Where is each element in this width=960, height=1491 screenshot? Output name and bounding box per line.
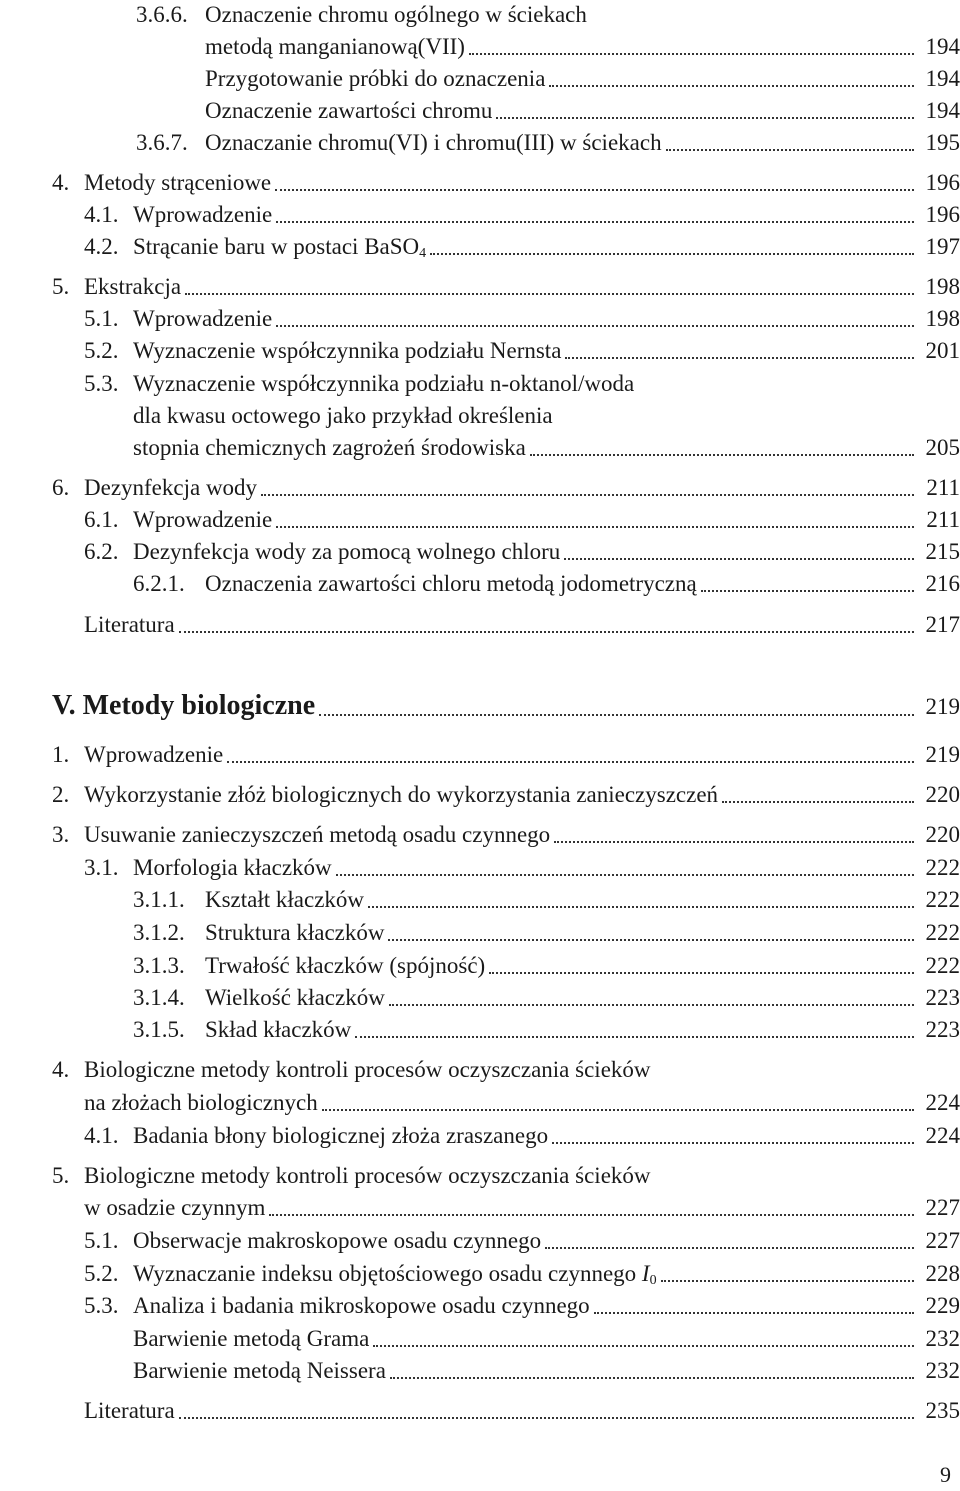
- toc-entry: [0, 780, 960, 810]
- toc-entry: [0, 505, 960, 535]
- entry-number: 6.2.1.: [133, 571, 185, 596]
- dot-leader: [275, 189, 914, 191]
- toc-entry: [0, 1396, 960, 1426]
- entry-title: metodą manganianową(VII): [205, 34, 465, 59]
- entry-number: 4.: [52, 1057, 70, 1082]
- toc-entry: [0, 569, 960, 599]
- entry-number: 3.6.6.: [136, 2, 188, 27]
- toc-entry: [0, 473, 960, 503]
- entry-title: Wyznaczenie współczynnika podziału Nernsta: [133, 338, 562, 363]
- entry-title: Morfologia kłaczków: [133, 855, 332, 880]
- entry-number: 3.1.1.: [133, 887, 185, 912]
- entry-page: 201: [925, 338, 960, 363]
- toc-entry: [0, 336, 960, 366]
- entry-title: Strącanie baru w postaci BaSO: [133, 234, 420, 259]
- entry-page: 232: [925, 1358, 960, 1383]
- entry-title: Analiza i badania mikroskopowe osadu czynnego: [133, 1293, 590, 1318]
- dot-leader: [552, 1142, 914, 1144]
- entry-page: 228: [925, 1261, 960, 1286]
- toc-entry: [0, 200, 960, 230]
- entry-page: 232: [925, 1326, 960, 1351]
- dot-leader: [661, 1280, 914, 1282]
- dot-leader: [530, 454, 914, 456]
- entry-page: 223: [925, 1017, 960, 1042]
- toc-entry: [0, 1291, 960, 1321]
- dot-leader: [390, 1377, 914, 1379]
- toc-entry: [0, 0, 960, 30]
- page-number: 9: [940, 1462, 951, 1487]
- entry-title: Metody strąceniowe: [84, 170, 272, 195]
- entry-title: Literatura: [84, 612, 175, 637]
- entry-title: Przygotowanie próbki do oznaczenia: [205, 66, 546, 91]
- toc-entry: [0, 272, 960, 302]
- dot-leader: [336, 874, 914, 876]
- entry-page: 224: [925, 1090, 960, 1115]
- dot-leader: [227, 761, 914, 763]
- entry-number: 3.: [52, 822, 70, 847]
- dot-leader: [276, 325, 914, 327]
- subscript: 4: [419, 246, 427, 261]
- toc-entry: [0, 232, 960, 262]
- dot-leader: [666, 149, 914, 151]
- entry-number: 5.2.: [84, 338, 119, 363]
- entry-number: 5.3.: [84, 1293, 119, 1318]
- toc-entry: [0, 951, 960, 981]
- entry-number: 5.: [52, 1163, 70, 1188]
- entry-page: 198: [925, 274, 960, 299]
- dot-leader: [469, 53, 914, 55]
- entry-number: 5.1.: [84, 306, 119, 331]
- dot-leader: [564, 558, 914, 560]
- dot-leader: [388, 939, 914, 941]
- toc-entry: [0, 168, 960, 198]
- toc-entry: [0, 1324, 960, 1354]
- dot-leader: [319, 714, 914, 716]
- entry-title: Barwienie metodą Neissera: [133, 1358, 386, 1383]
- entry-page: 227: [925, 1195, 960, 1220]
- toc-entry: [0, 537, 960, 567]
- dot-leader: [276, 221, 914, 223]
- dot-leader: [594, 1312, 914, 1314]
- dot-leader: [489, 972, 914, 974]
- toc-entry: [0, 1226, 960, 1256]
- entry-page: 219: [925, 694, 960, 719]
- entry-page: 194: [925, 98, 960, 123]
- toc-entry: [0, 433, 960, 463]
- entry-page: 194: [925, 66, 960, 91]
- dot-leader: [554, 841, 914, 843]
- entry-page: 198: [925, 306, 960, 331]
- dot-leader: [496, 117, 914, 119]
- toc-entry: [0, 918, 960, 948]
- entry-number: 6.1.: [84, 507, 119, 532]
- entry-title: stopnia chemicznych zagrożeń środowiska: [133, 435, 526, 460]
- entry-number: 4.: [52, 170, 70, 195]
- entry-title: Skład kłaczków: [205, 1017, 352, 1042]
- entry-title: Wprowadzenie: [133, 202, 273, 227]
- entry-number: 5.: [52, 274, 70, 299]
- entry-number: 6.: [52, 475, 70, 500]
- entry-page: 211: [926, 475, 960, 500]
- entry-page: 216: [925, 571, 960, 596]
- entry-page: 235: [925, 1398, 960, 1423]
- entry-title: Barwienie metodą Grama: [133, 1326, 370, 1351]
- dot-leader: [368, 906, 914, 908]
- entry-title: dla kwasu octowego jako przykład określenia: [133, 403, 553, 428]
- dot-leader: [261, 494, 914, 496]
- toc-entry: [0, 610, 960, 640]
- subscript: 0: [649, 1273, 657, 1288]
- entry-title: Literatura: [84, 1398, 175, 1423]
- dot-leader: [185, 293, 914, 295]
- chapter-number: V.: [52, 690, 76, 721]
- toc-entry: [0, 1121, 960, 1151]
- toc-entry: [0, 304, 960, 334]
- chapter-heading: [0, 689, 960, 723]
- dot-leader: [373, 1345, 914, 1347]
- dot-leader: [701, 590, 914, 592]
- dot-leader: [269, 1214, 914, 1216]
- entry-title: Usuwanie zanieczyszczeń metodą osadu czynnego: [84, 822, 551, 847]
- entry-number: 3.1.2.: [133, 920, 185, 945]
- entry-number: 3.1.3.: [133, 953, 185, 978]
- dot-leader: [430, 253, 914, 255]
- toc-entry: [0, 96, 960, 126]
- entry-number: 6.2.: [84, 539, 119, 564]
- entry-number: 5.2.: [84, 1261, 119, 1286]
- entry-number: 4.2.: [84, 234, 119, 259]
- entry-page: 195: [925, 130, 960, 155]
- entry-title: Wprowadzenie: [84, 742, 224, 767]
- entry-number: 4.1.: [84, 1123, 119, 1148]
- entry-title: Wyznaczenie współczynnika podziału n-oktanol/woda: [133, 371, 635, 396]
- toc-entry: [0, 1015, 960, 1045]
- entry-page: 219: [925, 742, 960, 767]
- entry-title: Biologiczne metody kontroli procesów oczyszczania ścieków: [84, 1057, 651, 1082]
- entry-title: Obserwacje makroskopowe osadu czynnego: [133, 1228, 542, 1253]
- dot-leader: [389, 1004, 914, 1006]
- entry-title: na złożach biologicznych: [84, 1090, 318, 1115]
- toc-entry: [0, 820, 960, 850]
- toc-entry: [0, 401, 960, 431]
- entry-title: Oznaczenie chromu ogólnego w ściekach: [205, 2, 587, 27]
- entry-page: 211: [926, 507, 960, 532]
- chapter-title: Metody biologiczne: [82, 690, 316, 721]
- entry-page: 222: [925, 953, 960, 978]
- toc-entry: [0, 128, 960, 158]
- entry-page: 194: [925, 34, 960, 59]
- entry-number: 3.1.4.: [133, 985, 185, 1010]
- entry-page: 224: [925, 1123, 960, 1148]
- entry-title: Ekstrakcja: [84, 274, 182, 299]
- entry-page: 196: [925, 202, 960, 227]
- dot-leader: [722, 801, 914, 803]
- entry-title: Wykorzystanie złóż biologicznych do wykorzystania zanieczyszczeń: [84, 782, 719, 807]
- entry-number: 4.1.: [84, 202, 119, 227]
- entry-page: 222: [925, 887, 960, 912]
- entry-page: 223: [925, 985, 960, 1010]
- entry-number: 1.: [52, 742, 70, 767]
- entry-title: Badania błony biologicznej złoża zraszanego: [133, 1123, 549, 1148]
- dot-leader: [549, 85, 914, 87]
- entry-page: 197: [925, 234, 960, 259]
- entry-title: Wprowadzenie: [133, 507, 273, 532]
- entry-title: Dezynfekcja wody za pomocą wolnego chloru: [133, 539, 561, 564]
- dot-leader: [179, 631, 914, 633]
- toc-entry: [0, 1161, 960, 1191]
- entry-number: 3.6.7.: [136, 130, 188, 155]
- entry-page: 220: [925, 782, 960, 807]
- dot-leader: [355, 1036, 914, 1038]
- dot-leader: [276, 526, 914, 528]
- dot-leader: [545, 1247, 914, 1249]
- entry-title: Oznaczanie chromu(VI) i chromu(III) w ściekach: [205, 130, 662, 155]
- entry-number: 5.1.: [84, 1228, 119, 1253]
- toc-entry: [0, 1088, 960, 1118]
- entry-page: 222: [925, 855, 960, 880]
- entry-page: 215: [925, 539, 960, 564]
- entry-page: 220: [925, 822, 960, 847]
- toc-entry: [0, 740, 960, 770]
- entry-title: Wprowadzenie: [133, 306, 273, 331]
- entry-page: 229: [925, 1293, 960, 1318]
- entry-number: 5.3.: [84, 371, 119, 396]
- entry-page: 205: [925, 435, 960, 460]
- entry-title: Oznaczenie zawartości chromu: [205, 98, 493, 123]
- toc-entry: [0, 1193, 960, 1223]
- entry-page: 222: [925, 920, 960, 945]
- entry-number: 3.1.: [84, 855, 119, 880]
- toc-entry: [0, 885, 960, 915]
- entry-title: Kształt kłaczków: [205, 887, 365, 912]
- toc-entry: [0, 369, 960, 399]
- toc-entry: [0, 32, 960, 62]
- entry-title: Biologiczne metody kontroli procesów oczyszczania ścieków: [84, 1163, 651, 1188]
- toc-entry: [0, 64, 960, 94]
- entry-page: 227: [925, 1228, 960, 1253]
- toc-entry: [0, 1055, 960, 1085]
- entry-title: Wielkość kłaczków: [205, 985, 385, 1010]
- entry-title: Oznaczenia zawartości chloru metodą jodometryczną: [205, 571, 697, 596]
- toc-entry: [0, 853, 960, 883]
- toc-entry: [0, 1259, 960, 1289]
- entry-title: w osadzie czynnym: [84, 1195, 266, 1220]
- toc-entry: [0, 983, 960, 1013]
- dot-leader: [322, 1109, 914, 1111]
- entry-page: 217: [925, 612, 960, 637]
- entry-title: Wyznaczanie indeksu objętościowego osadu czynnego: [133, 1261, 637, 1286]
- entry-title: Dezynfekcja wody: [84, 475, 258, 500]
- variable-symbol: I: [641, 1261, 650, 1286]
- dot-leader: [179, 1417, 914, 1419]
- toc-entry: [0, 1356, 960, 1386]
- entry-number: 2.: [52, 782, 70, 807]
- dot-leader: [565, 357, 914, 359]
- entry-title: Struktura kłaczków: [205, 920, 385, 945]
- entry-page: 196: [925, 170, 960, 195]
- entry-title: Trwałość kłaczków (spójność): [205, 953, 486, 978]
- entry-number: 3.1.5.: [133, 1017, 185, 1042]
